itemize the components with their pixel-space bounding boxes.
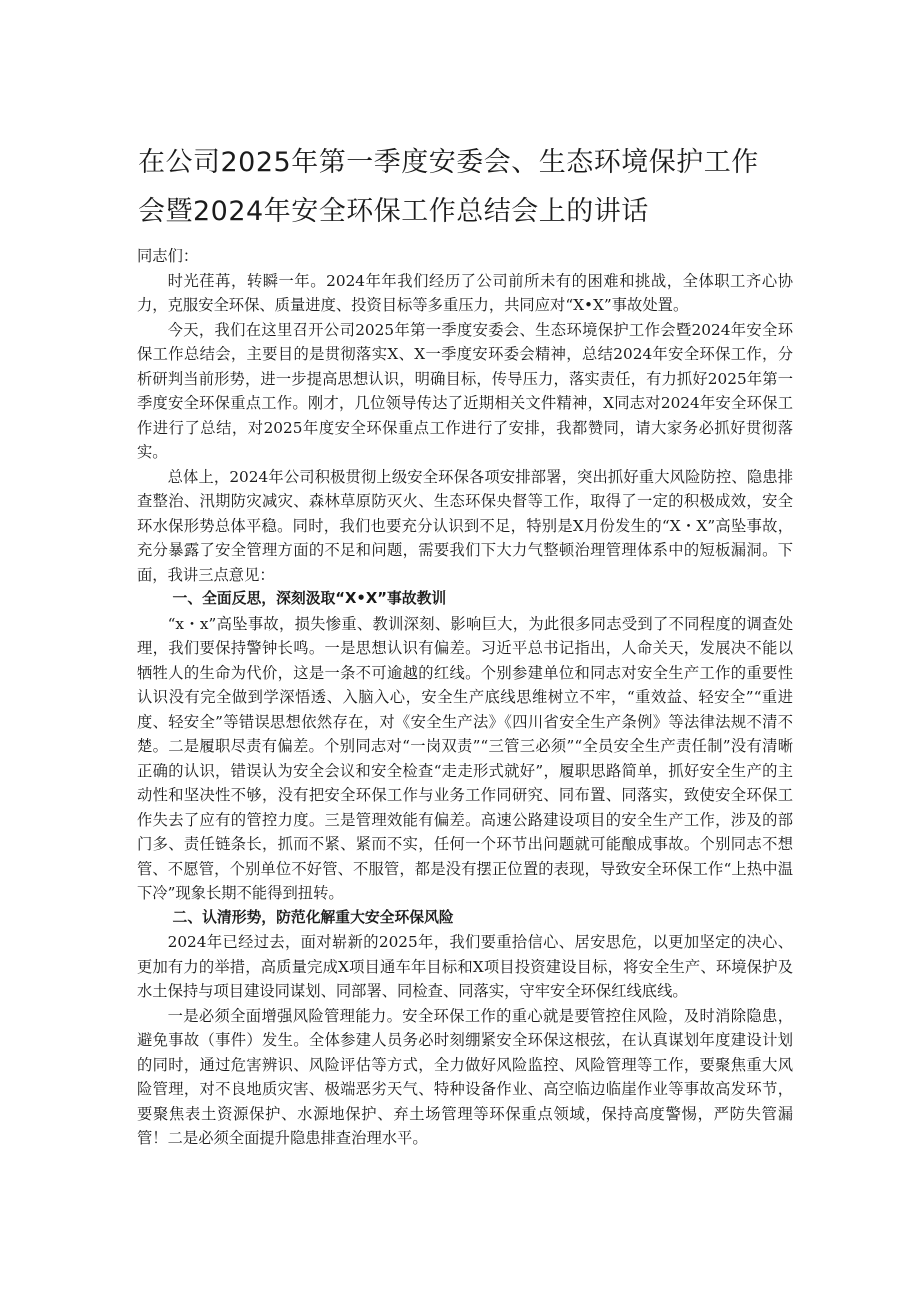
section-heading-2: 二、认清形势，防范化解重大安全环保风险 xyxy=(172,908,454,926)
paragraph-lessons: “x・x”高坠事故，损失惨重、教训深刻、影响巨大，为此很多同志受到了不同程度的调查处理，我们要保持警钟长鸣。一是思想认识有偏差。习近平总书记指出，人命关天，发展决不能以牺牲人的生命为代价，这是一条不可逾越的红线。个别参建单位和同志对安全生产工作的重要性认识没有完全做到学深悟透、入脑入心，安全生产底线思维树立不牢，“重效益、轻安全”“重进度、轻安全”等错误思想依然存在，对《安全生产法》《四川省安全生产条例》等法律法规不清不楚。二是履职尽责有偏差。个别同志对“一岗双责”“三管三必须”“全员安全生产责任制”没有清晰正确的认识，错误认为安全会议和安全检查“走走形式就好”，履职思路简单，抓好安全生产的主动性和坚决性不够，没有把安全环保工作与业务工作同研究、同布置、同落实，致使安全环保工作失去了应有的管控力度。三是管理效能有偏差。高速公路建设项目的安全生产工作，涉及的部门多、责任链条长，抓而不紧、紧而不实，任何一个环节出问题就可能酿成事故。个别同志不想管、不愿管，个别单位不好管、不服管，都是没有摆正位置的表现，导致安全环保工作“上热中温下冷”现象长期不能得到扭转。 xyxy=(137,614,793,902)
title-line-2: 会暨2024年安全环保工作总结会上的讲话 xyxy=(138,196,649,227)
paragraph-risk-management: 一是必须全面增强风险管理能力。安全环保工作的重心就是要管控住风险，及时消除隐患，避免事故（事件）发生。全体参建人员务必时刻绷紧安全环保这根弦，在认真谋划年度建设计划的同时，通过危害辨识、风险评估等方式，全力做好风险监控、风险管理等工作，要聚焦重大风险管理，对不良地质灾害、极端恶劣天气、特种设备作业、高空临边临崖作业等事故高发环节，要聚焦表土资源保护、水源地保护、弃土场管理等环保重点领域，保持高度警惕，严防失管漏管！二是必须全面提升隐患排查治理水平。 xyxy=(137,1006,793,1147)
title-line-1: 在公司2025年第一季度安委会、生态环境保护工作 xyxy=(138,147,759,178)
paragraph-meeting-purpose: 今天，我们在这里召开公司2025年第一季度安委会、生态环境保护工作会暨2024年安全环保工作总结会，主要目的是贯彻落实X、X一季度安环委会精神，总结2024年安全环保工作，分析研判当前形势，进一步提高思想认识，明确目标，传导压力，落实责任，有力抓好2025年第一季度安全环保重点工作。刚才，几位领导传达了近期相关文件精神，X同志对2024年安全环保工作进行了总结，对2025年度安全环保重点工作进行了安排，我都赞同，请大家务必抓好贯彻落实。 xyxy=(137,320,793,461)
paragraph-overview: 总体上，2024年公司积极贯彻上级安全环保各项安排部署，突出抓好重大风险防控、隐患排查整治、汛期防灾减灾、森林草原防灭火、生态环保央督等工作，取得了一定的积极成效，安全环水保形势总体平稳。同时，我们也要充分认识到不足，特别是X月份发生的“X・X”高坠事故，充分暴露了安全管理方面的不足和问题，需要我们下大力气整顿治理管理体系中的短板漏洞。下面，我讲三点意见： xyxy=(137,467,793,584)
document-title xyxy=(138,138,798,236)
paragraph-situation: 2024年已经过去，面对崭新的2025年，我们要重拾信心、居安思危，以更加坚定的决心、更加有力的举措，高质量完成X项目通车年目标和X项目投资建设目标，将安全生产、环境保护及水土保持与项目建设同谋划、同部署、同检查、同落实，守牢安全环保红线底线。 xyxy=(137,933,793,1000)
section-heading-1: 一、全面反思，深刻汲取“X•X”事故教训 xyxy=(172,590,447,607)
document-body xyxy=(137,244,793,1151)
paragraph-intro: 时光荏苒，转瞬一年。2024年年我们经历了公司前所未有的困难和挑战，全体职工齐心协力，克服安全环保、质量进度、投资目标等多重压力，共同应对“X•X”事故处置。 xyxy=(137,271,793,314)
salutation: 同志们： xyxy=(137,247,199,265)
